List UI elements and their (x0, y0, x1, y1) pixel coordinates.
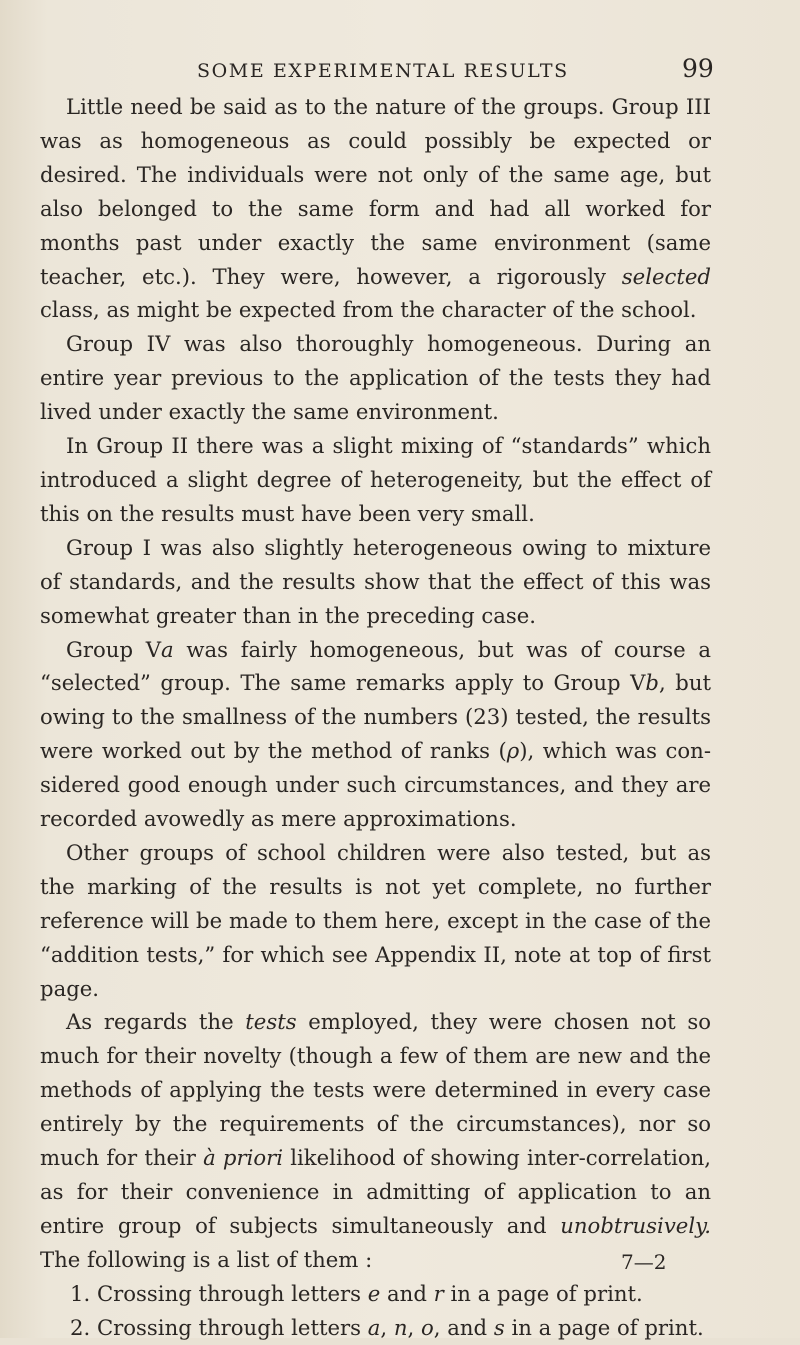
italic-text: a (367, 1314, 381, 1340)
paragraph: In Group II there was a slight mixing of “standards” which introduced a slight degree of heterogeneity, but the effect of this on the results must have been very small. (40, 433, 711, 526)
page-number: 99 (682, 54, 714, 83)
italic-text: a (161, 636, 174, 662)
italic-text: r (433, 1280, 444, 1306)
italic-text: o (421, 1314, 434, 1340)
italic-text: unobtrusively. (560, 1212, 711, 1238)
list-item: 1. Crossing through letters e and r in a page of print. (70, 1280, 643, 1306)
paragraph: Little need be said as to the nature of the groups. Group III was as homogeneous as could possibly be expected or desired. The individuals were not only of the same age, but also belonged to the same form and had all worked for months past under exactly the same environment (same teacher, etc.). They were, however, a rigorously selected class, as might be expected from the character of the school. (40, 94, 711, 323)
paragraph: As regards the tests employed, they were chosen not so much for their novelty (though a few of them are new and the methods of applying the tests were determined in every case entirely by the requirements of the circumstances), nor so much for their à priori likelihood of showing inter-correlation, as for their convenience in admitting of application to an entire group of subjects simultaneously and unobtrusively. The following is a list of them : (40, 1009, 712, 1272)
paragraph: Group I was also slightly heterogeneous owing to mixture of standards, and the results show that the effect of this was somewhat greater than in the preceding case. (40, 534, 711, 628)
running-head: SOME EXPERIMENTAL RESULTS (197, 60, 569, 82)
list-item: 2. Crossing through letters a, n, o, and s in a page of print. (70, 1314, 704, 1340)
paragraph: Group IV was also thoroughly homogeneous. During an entire year previous to the application of the tests they had lived under exactly the same environment. (40, 331, 711, 425)
italic-text: tests (245, 1009, 297, 1035)
paragraph: Group Va was fairly homogeneous, but was of course a “selected” group. The same remarks apply to Group Vb, but owing to the smallness of the numbers (23) tested, the results were worked out by the method of ranks (ρ), which was considered good enough under such circumstances, and they are recorded avowedly as mere approximations. (40, 636, 711, 832)
italic-text: n (393, 1314, 408, 1340)
page-header (0, 56, 800, 86)
italic-text: selected (621, 263, 711, 289)
italic-text: b (645, 670, 659, 696)
signature-mark: 7—2 (621, 1250, 667, 1274)
italic-text: s (493, 1314, 505, 1340)
italic-text: e (367, 1280, 381, 1306)
italic-text: ρ (506, 738, 520, 764)
italic-text: à priori (203, 1145, 284, 1171)
body-text (40, 90, 711, 1345)
paragraph: Other groups of school children were also tested, but as the marking of the results is not yet complete, no further reference will be made to them here, except in the case of the “addition tests,” for which see Appendix II, note at top of first page. (40, 839, 711, 1001)
